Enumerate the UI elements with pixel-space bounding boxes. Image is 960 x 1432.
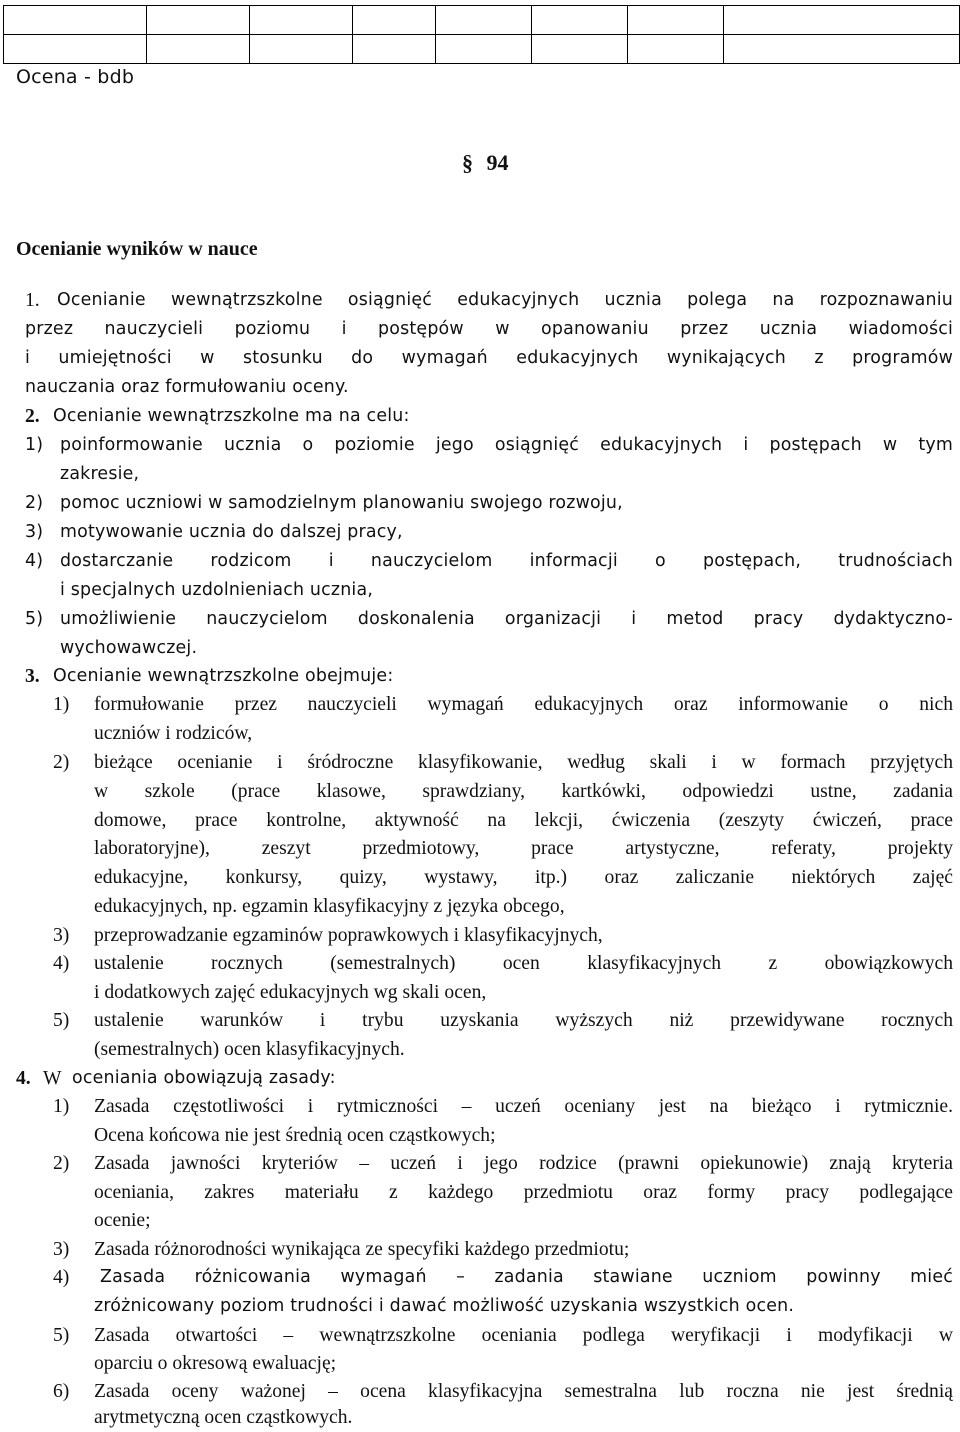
- list-item-text: Zasada różnicowania wymagań – zadania stawiane uczniom powinny mieć: [100, 1267, 953, 1287]
- grid-cell: [147, 6, 250, 35]
- list-item-text: ocenie;: [94, 1210, 151, 1231]
- list-item-text: oceniania, zakres materiału z każdego przedmiotu oraz formy pracy podlegające: [94, 1182, 953, 1203]
- list-item-text: zakresie,: [60, 464, 140, 484]
- list-item-text: umożliwienie nauczycielom doskonalenia organizacji i metod pracy dydaktyczno-: [60, 609, 953, 629]
- list-number: 1): [53, 1096, 70, 1117]
- paragraph-heading: [462, 150, 509, 176]
- list-item-text: laboratoryjne), zeszyt przedmiotowy, prace artystyczne, referaty, projekty: [94, 838, 953, 859]
- list-item-text: edukacyjnych, np. egzamin klasyfikacyjny z języka obcego,: [94, 896, 565, 917]
- list-item-text: w szkole (prace klasowe, sprawdziany, kartkówki, odpowiedzi ustne, zadania: [94, 781, 953, 802]
- grade-label: Ocena - bdb: [16, 66, 135, 88]
- list-number: 4): [25, 551, 44, 571]
- list-item-text: motywowanie ucznia do dalszej pracy,: [60, 522, 403, 542]
- list-number: 5): [53, 1325, 70, 1346]
- grid-cell: [724, 6, 960, 35]
- section-intro: Ocenianie wewnątrzszkolne obejmuje:: [53, 666, 394, 686]
- list-number: 4): [53, 953, 70, 974]
- list-item-text: przeprowadzanie egzaminów poprawkowych i klasyfikacyjnych,: [94, 925, 603, 946]
- list-item-text: edukacyjne, konkursy, quizy, wystawy, itp.) oraz zaliczanie niektórych zajęć: [94, 867, 953, 888]
- list-item-text: Zasada otwartości – wewnątrzszkolne oceniania podlega weryfikacji i modyfikacji w: [94, 1325, 953, 1346]
- list-item-text: i dodatkowych zajęć edukacyjnych wg skali ocen,: [94, 982, 487, 1003]
- list-number: 3): [53, 1239, 70, 1260]
- grid-cell: [532, 35, 628, 64]
- text-line: i umiejętności w stosunku do wymagań edukacyjnych wynikających z programów: [25, 348, 953, 368]
- list-number: 1): [25, 435, 44, 455]
- list-item-text: arytmetyczną ocen cząstkowych.: [94, 1407, 353, 1428]
- section-number: 4.: [16, 1068, 31, 1089]
- list-number: 3): [25, 522, 44, 542]
- list-number: 6): [53, 1381, 70, 1402]
- grid-cell: [436, 6, 532, 35]
- text-line: nauczania oraz formułowaniu oceny.: [25, 377, 349, 397]
- header-grid-table: [3, 5, 960, 64]
- list-item-text: ustalenie rocznych (semestralnych) ocen klasyfikacyjnych z obowiązkowych: [94, 953, 953, 974]
- list-item-text: uczniów i rodziców,: [94, 723, 253, 744]
- paragraph-mark: §: [462, 150, 473, 175]
- list-number: 3): [53, 925, 70, 946]
- list-number: 4): [53, 1267, 70, 1288]
- grid-cell: [250, 6, 353, 35]
- list-item-text: formułowanie przez nauczycieli wymagań edukacyjnych oraz informowanie o nich: [94, 694, 953, 715]
- list-item-text: poinformowanie ucznia o poziomie jego osiągnięć edukacyjnych i postępach w tym: [60, 435, 953, 455]
- list-item-text: Zasada oceny ważonej – ocena klasyfikacyjna semestralna lub roczna nie jest średnią: [94, 1381, 953, 1402]
- grid-cell: [147, 35, 250, 64]
- list-number: 2): [53, 752, 70, 773]
- grid-cell: [4, 6, 147, 35]
- grid-cell: [628, 35, 724, 64]
- list-item-text: i specjalnych uzdolnieniach ucznia,: [60, 580, 374, 600]
- section-number: 3.: [25, 666, 40, 687]
- grid-cell: [532, 6, 628, 35]
- section-intro: oceniania obowiązują zasady:: [72, 1068, 336, 1088]
- text-line: przez nauczycieli poziomu i postępów w opanowaniu przez ucznia wiadomości: [25, 319, 953, 339]
- section-number: 1.: [25, 290, 40, 311]
- text-line: Ocenianie wewnątrzszkolne osiągnięć edukacyjnych ucznia polega na rozpoznawaniu: [57, 290, 953, 310]
- list-item-text: bieżące ocenianie i śródroczne klasyfikowanie, według skali i w formach przyjętych: [94, 752, 953, 773]
- grid-cell: [353, 35, 436, 64]
- grid-cell: [4, 35, 147, 64]
- list-number: 2): [25, 493, 44, 513]
- list-item-text: Ocena końcowa nie jest średnią ocen cząstkowych;: [94, 1125, 496, 1146]
- grid-cell: [628, 6, 724, 35]
- grid-cell: [436, 35, 532, 64]
- list-item-text: Zasada różnorodności wynikająca ze specyfiki każdego przedmiotu;: [94, 1239, 630, 1260]
- grid-cell: [724, 35, 960, 64]
- list-item-text: (semestralnych) ocen klasyfikacyjnych.: [94, 1039, 405, 1060]
- list-number: 5): [53, 1010, 70, 1031]
- list-number: 2): [53, 1153, 70, 1174]
- list-item-text: Zasada częstotliwości i rytmiczności – uczeń oceniany jest na bieżąco i rytmicznie.: [94, 1096, 953, 1117]
- list-item-text: oparciu o okresową ewaluację;: [94, 1353, 337, 1374]
- list-item-text: wychowawczej.: [60, 638, 198, 658]
- list-item-text: Zasada jawności kryteriów – uczeń i jego rodzice (prawni opiekunowie) znają kryteria: [94, 1153, 953, 1174]
- list-number: 5): [25, 609, 44, 629]
- section-title: Ocenianie wyników w nauce: [16, 238, 258, 260]
- section-intro-prefix: W: [43, 1068, 62, 1089]
- list-item-text: dostarczanie rodzicom i nauczycielom informacji o postępach, trudnościach: [60, 551, 953, 571]
- list-item-text: domowe, prace kontrolne, aktywność na lekcji, ćwiczenia (zeszyty ćwiczeń, prace: [94, 810, 953, 831]
- section-intro: Ocenianie wewnątrzszkolne ma na celu:: [53, 406, 410, 426]
- paragraph-number: 94: [486, 150, 509, 175]
- list-number: 1): [53, 694, 70, 715]
- list-item-text: zróżnicowany poziom trudności i dawać możliwość uzyskania wszystkich ocen.: [94, 1296, 795, 1316]
- grid-cell: [250, 35, 353, 64]
- section-number: 2.: [25, 406, 40, 427]
- grid-cell: [353, 6, 436, 35]
- list-item-text: pomoc uczniowi w samodzielnym planowaniu swojego rozwoju,: [60, 493, 623, 513]
- list-item-text: ustalenie warunków i trybu uzyskania wyższych niż przewidywane rocznych: [94, 1010, 953, 1031]
